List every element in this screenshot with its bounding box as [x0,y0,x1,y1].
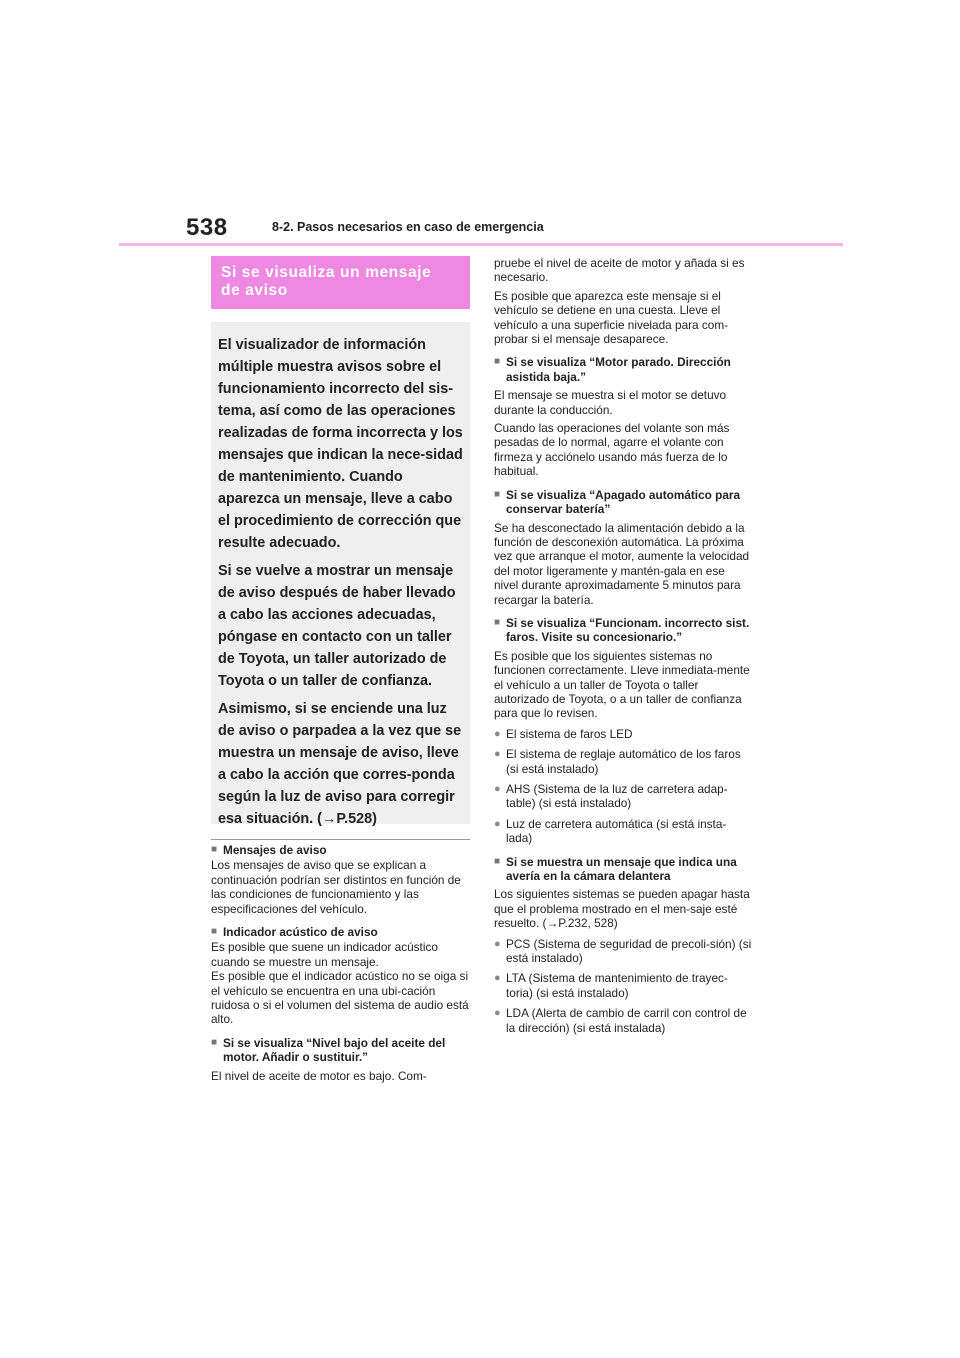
list-item [494,1006,752,1035]
bullet-dot-icon: ● [494,783,501,795]
square-bullet-icon: ■ [494,488,501,500]
arrow-icon: → [546,916,559,931]
paragraph: Es posible que el indicador acústico no se oiga si el vehículo se encuentra en una ubi-cación ruidosa o si el volumen del sistema de audio está alto. [211,969,469,1027]
list-item-text: El sistema de reglaje automático de los faros (si está instalado) [506,747,741,776]
heading-mensajes-de-aviso [211,843,470,857]
paragraph: Es posible que suene un indicador acústico cuando se muestre un mensaje. [211,940,438,969]
heading-text: Si se visualiza “Nivel bajo del aceite del motor. Añadir o sustituir.” [223,1035,446,1065]
list-item-text: El sistema de faros LED [506,726,633,741]
paragraph: Es posible que aparezca este mensaje si el vehículo se detiene en una cuesta. Lleve el vehículo a una superficie nivelada para com-probar si el mensaje desaparece. [494,288,729,347]
list-item-text: LTA (Sistema de mantenimiento de trayec-toria) (si está instalado) [506,971,728,1000]
page-reference-link[interactable]: P.232, 528) [558,916,618,931]
square-bullet-icon: ■ [211,926,218,938]
list-item [494,747,752,776]
square-bullet-icon: ■ [494,616,501,628]
paragraph: Cuando las operaciones del volante son más pesadas de lo normal, agarre el volante con firmeza y acciónelo usando más fuerza de lo habitual. [494,421,730,479]
left-column [211,256,470,1083]
list-item [494,727,752,741]
bullet-dot-icon: ● [494,937,501,950]
list-item-text: PCS (Sistema de seguridad de precoli-sión) (si está instalado) [506,936,752,966]
intro-box [211,322,470,827]
square-bullet-icon: ■ [211,1036,218,1048]
intro-paragraph-3 [218,698,464,830]
intro-paragraph-2: Si se vuelve a mostrar un mensaje de aviso después de haber llevado a cabo las acciones adecuadas, póngase en contacto con un taller de Toyota, un taller autorizado de Toyota o un taller de confianza. [218,563,456,689]
callout-title-line1: Si se visualiza un mensaje [221,264,432,281]
bullet-dot-icon: ● [494,972,501,985]
list-item-text: AHS (Sistema de la luz de carretera adap-table) (si está instalado) [506,782,728,811]
heading-text: Si se muestra un mensaje que indica una avería en la cámara delantera [506,854,737,884]
intro-p3-text: Asimismo, si se enciende una luz de aviso o parpadea a la vez que se muestra un mensaje de aviso, lleve a cabo la acción que corres-ponda según la luz de aviso para corregir esa situación. ( [218,701,462,827]
section-divider [211,839,470,840]
list-item [494,971,752,1000]
bullet-dot-icon: ● [494,817,501,830]
heading-text: Si se visualiza “Motor parado. Dirección asistida baja.” [506,355,731,384]
heading-text: Si se visualiza “Funcionam. incorrecto sist. faros. Visite su concesionario.” [506,615,750,645]
intro-paragraph-1: El visualizador de información múltiple muestra avisos sobre el funcionamiento incorrecto del sis-tema, así como de las operaciones realizadas de forma incorrecta y los mensajes que indican la nece-sidad de mantenimiento. Cuando aparezca un mensaje, lleve a cabo el procedimiento de corrección que resulte adecuado. [218,337,463,551]
list-item [494,937,752,966]
list-item [494,817,752,846]
square-bullet-icon: ■ [494,356,501,368]
page-number: 538 [186,214,228,241]
list-item [494,782,752,811]
paragraph-text: Los siguientes sistemas se pueden apagar hasta que el problema mostrado en el men-saje esté resuelto. ( [494,887,750,931]
bullet-dot-icon: ● [494,1007,501,1020]
paragraph: El mensaje se muestra si el motor se detuvo durante la conducción. [494,388,727,417]
heading-text: Indicador acústico de aviso [223,925,378,940]
paragraph: Es posible que los siguientes sistemas no funcionen correctamente. Lleve inmediata-mente el vehículo a un taller de Toyota o taller autorizado de Toyota, o a un taller de confianza para que lo revisen. [494,648,750,721]
heading-text: Si se visualiza “Apagado automático para conservar batería” [506,487,741,517]
heading-averia-camara-delantera [494,855,752,884]
page-reference-link[interactable]: P.528) [336,811,377,827]
heading-text: Mensajes de aviso [223,843,327,857]
callout-title-line2: de aviso [221,282,288,299]
callout-title [211,256,470,309]
paragraph: Se ha desconectado la alimentación debido a la función de desconexión automática. La próxima vez que arranque el motor, aumente la velocidad del motor ligeramente y mantén-gala en ese nivel durante aproximadamente 5 minutos para recargar la batería. [494,520,750,607]
list-item-text: Luz de carretera automática (si está insta-lada) [506,816,727,846]
right-column [494,256,752,1035]
paragraph: Los mensajes de aviso que se explican a continuación podrían ser distintos en función de las condiciones de funcionamiento y las especificaciones del vehículo. [211,858,461,916]
paragraph [494,887,752,930]
paragraph: El nivel de aceite de motor es bajo. Com- [211,1068,427,1083]
arrow-icon: → [321,811,337,827]
heading-funcionam-incorrecto-faros [494,616,752,645]
paragraph: pruebe el nivel de aceite de motor y añada si es necesario. [494,256,745,285]
heading-motor-parado [494,355,752,384]
section-title: 8-2. Pasos necesarios en caso de emergencia [272,220,544,234]
bullet-dot-icon: ● [494,748,501,761]
list-item-text: LDA (Alerta de cambio de carril con control de la dirección) (si está instalada) [506,1006,747,1035]
heading-indicador-acustico [211,925,470,939]
header-divider [119,243,843,246]
square-bullet-icon: ■ [494,855,501,867]
square-bullet-icon: ■ [211,844,218,855]
bullet-dot-icon: ● [494,727,501,740]
heading-nivel-bajo-aceite [211,1036,470,1065]
heading-apagado-automatico [494,488,752,517]
